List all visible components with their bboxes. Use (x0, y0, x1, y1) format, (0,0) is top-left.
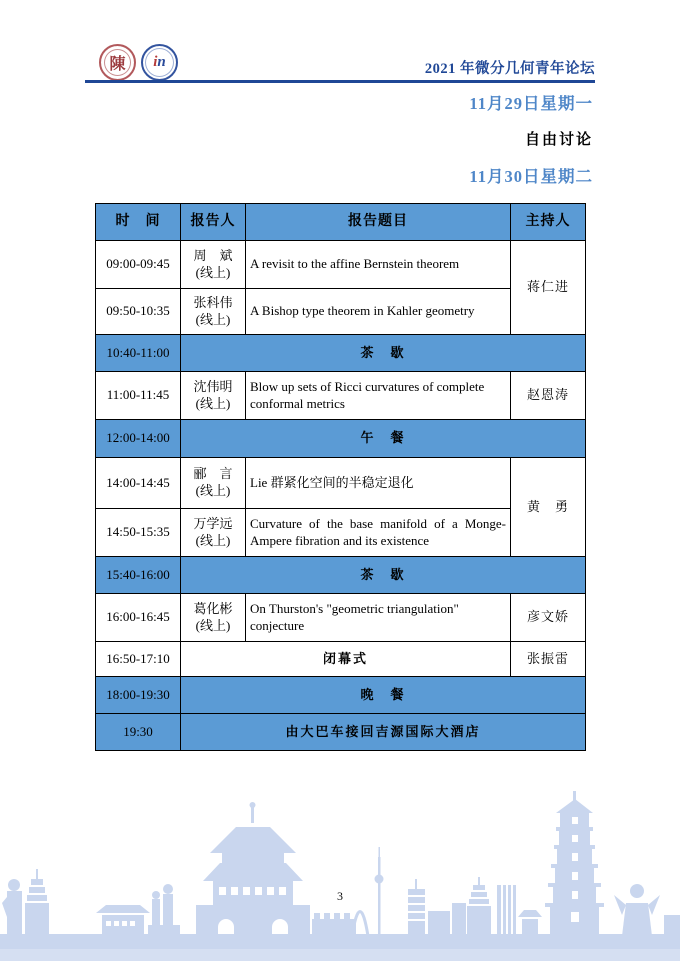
table-row (96, 458, 586, 509)
break-label: 茶 歇 (181, 557, 586, 594)
table-row (96, 372, 586, 420)
col-header-time: 时 间 (96, 204, 181, 241)
dinner-label: 晚 餐 (181, 677, 586, 714)
page-number: 3 (337, 889, 343, 903)
table-header-row (96, 204, 586, 241)
cim-logo-letter-n: n (157, 54, 166, 70)
speaker-name: 葛化彬 (193, 600, 233, 616)
chair-cell-merged: 蒋仁进 (511, 241, 586, 335)
break-row (96, 557, 586, 594)
lunch-row (96, 420, 586, 458)
schedule-table (95, 203, 586, 751)
speaker-name: 郦 言 (193, 466, 233, 482)
forum-title: 2021 年微分几何青年论坛 (424, 61, 595, 77)
col-header-title: 报告题目 (246, 204, 511, 241)
speaker-mode: (线上) (195, 311, 231, 327)
time-cell: 14:00-14:45 (96, 458, 181, 509)
speaker-mode: (线上) (195, 483, 231, 498)
speaker-mode: (线上) (195, 617, 231, 633)
speaker-name: 张科伟 (193, 294, 233, 310)
speaker-cell (181, 241, 246, 289)
talk-title-cell: Blow up sets of Ricci curvatures of complete conformal metrics (246, 372, 511, 420)
time-cell: 19:30 (96, 714, 181, 751)
time-cell: 16:00-16:45 (96, 594, 181, 642)
col-header-chair: 主持人 (511, 204, 586, 241)
speaker-cell (181, 289, 246, 335)
break-label: 茶 歇 (181, 335, 586, 372)
day2-heading: 11月30日星期二 (469, 167, 593, 186)
speaker-cell (181, 594, 246, 642)
chern-institute-logo-icon (99, 44, 136, 81)
talk-title-cell: A revisit to the affine Bernstein theorem (246, 241, 511, 289)
closing-ceremony-label: 闭幕式 (181, 642, 511, 677)
time-cell: 12:00-14:00 (96, 420, 181, 458)
chair-cell-merged: 黄 勇 (511, 458, 586, 557)
time-cell: 11:00-11:45 (96, 372, 181, 420)
break-row (96, 335, 586, 372)
closing-ceremony-row (96, 642, 586, 677)
table-row (96, 241, 586, 289)
time-cell: 09:00-09:45 (96, 241, 181, 289)
shuttle-label: 由大巴车接回吉源国际大酒店 (181, 714, 586, 751)
cim-logo-icon (141, 44, 178, 81)
talk-title-cell: On Thurston's "geometric triangulation" conjecture (246, 594, 511, 642)
city-skyline-graphic (0, 791, 680, 961)
speaker-cell (181, 372, 246, 420)
time-cell: 14:50-15:35 (96, 509, 181, 557)
dinner-row (96, 677, 586, 714)
lunch-label: 午 餐 (181, 420, 586, 458)
header-logos (99, 44, 178, 81)
chern-logo-character: 陳 (109, 56, 126, 73)
speaker-cell (181, 509, 246, 557)
chair-cell: 彦文娇 (511, 594, 586, 642)
cim-logo-letter-i: i (153, 54, 158, 70)
speaker-cell (181, 458, 246, 509)
speaker-name: 周 斌 (193, 247, 233, 263)
talk-title-cell: A Bishop type theorem in Kahler geometry (246, 289, 511, 335)
time-cell: 16:50-17:10 (96, 642, 181, 677)
time-cell: 18:00-19:30 (96, 677, 181, 714)
speaker-mode: (线上) (195, 264, 231, 280)
time-cell: 09:50-10:35 (96, 289, 181, 335)
talk-title-cell: Curvature of the base manifold of a Monge-Ampere fibration and its existence (246, 509, 511, 557)
chair-cell: 张振雷 (511, 642, 586, 677)
col-header-speaker: 报告人 (181, 204, 246, 241)
chair-cell: 赵恩涛 (511, 372, 586, 420)
speaker-mode: (线上) (195, 395, 231, 411)
speaker-mode: (线上) (195, 532, 231, 548)
speaker-name: 万学远 (193, 515, 233, 531)
talk-title-cell: Lie 群紧化空间的半稳定退化 (246, 458, 511, 509)
time-cell: 10:40-11:00 (96, 335, 181, 372)
time-cell: 15:40-16:00 (96, 557, 181, 594)
day1-heading: 11月29日星期一 (469, 94, 593, 113)
table-row (96, 594, 586, 642)
speaker-name: 沈伟明 (193, 378, 233, 394)
shuttle-row (96, 714, 586, 751)
header-rule (85, 80, 595, 83)
day1-activity: 自由讨论 (524, 132, 593, 148)
